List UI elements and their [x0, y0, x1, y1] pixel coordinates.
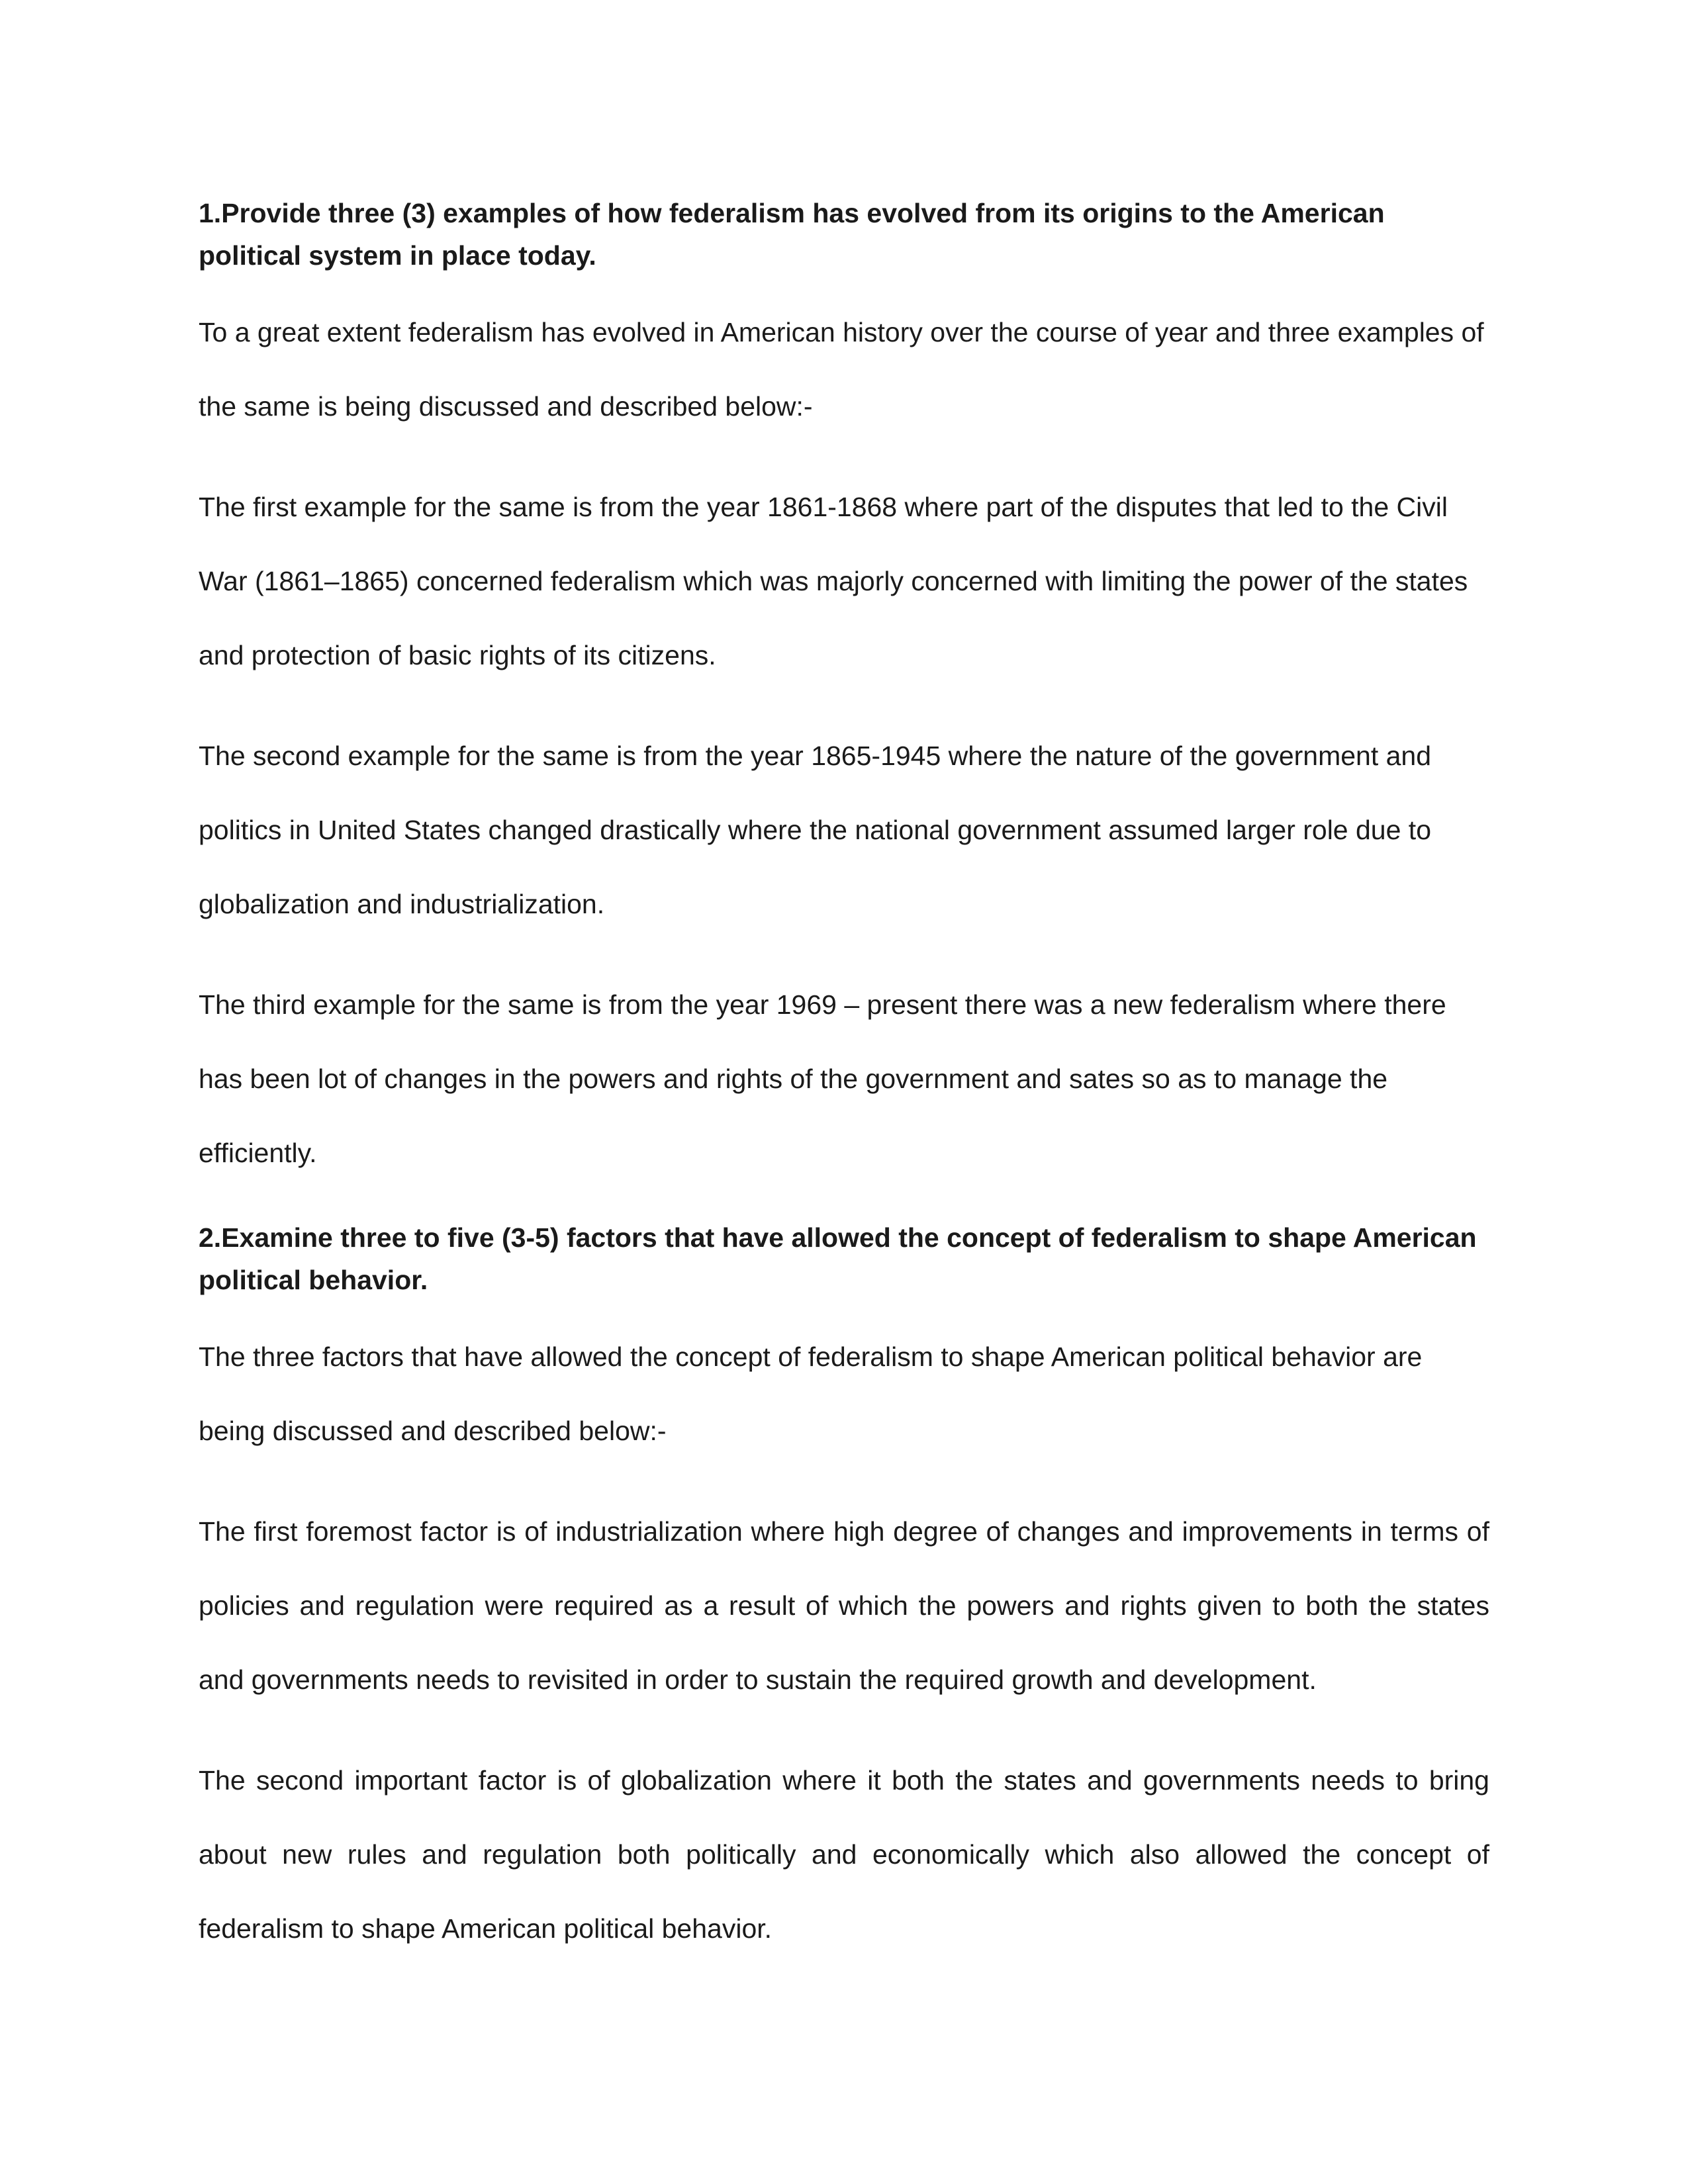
- question-1-first-example-paragraph: The first example for the same is from the year 1861-1868 where part of the disputes that led to the Civil War (1861–1865) concerned federalism which was majorly concerned with limiting the power of the states and protection of basic rights of its citizens.: [199, 492, 1468, 670]
- question-1-second-example-paragraph: The second example for the same is from the year 1865-1945 where the nature of the government and politics in United States changed drastically where the national government assumed larger role due to globalization and industrialization.: [199, 741, 1432, 919]
- question-2-heading: 2.Examine three to five (3-5) factors that have allowed the concept of federalism to shape American political behavior.: [199, 1222, 1477, 1295]
- question-1-third-example-paragraph: The third example for the same is from the year 1969 – present there was a new federalism where there has been lot of changes in the powers and rights of the government and sates so as to manage the efficiently.: [199, 989, 1446, 1168]
- question-1-heading: 1.Provide three (3) examples of how federalism has evolved from its origins to the American political system in place today.: [199, 198, 1385, 271]
- question-2-intro-paragraph: The three factors that have allowed the concept of federalism to shape American political behavior are being discussed and described below:-: [199, 1342, 1423, 1446]
- question-1-intro-paragraph: To a great extent federalism has evolved in American history over the course of year and three examples of the same is being discussed and described below:-: [199, 317, 1484, 422]
- question-2-second-factor-paragraph: The second important factor is of globalization where it both the states and governments needs to bring about new rules and regulation both politically and economically which also allowed the concept of federalism to shape American political behavior.: [199, 1765, 1489, 1944]
- question-2-first-factor-paragraph: The first foremost factor is of industrialization where high degree of changes and improvements in terms of policies and regulation were required as a result of which the powers and rights given to both the states and governments needs to revisited in order to sustain the required growth and development.: [199, 1516, 1489, 1695]
- document-body: [199, 192, 1489, 1992]
